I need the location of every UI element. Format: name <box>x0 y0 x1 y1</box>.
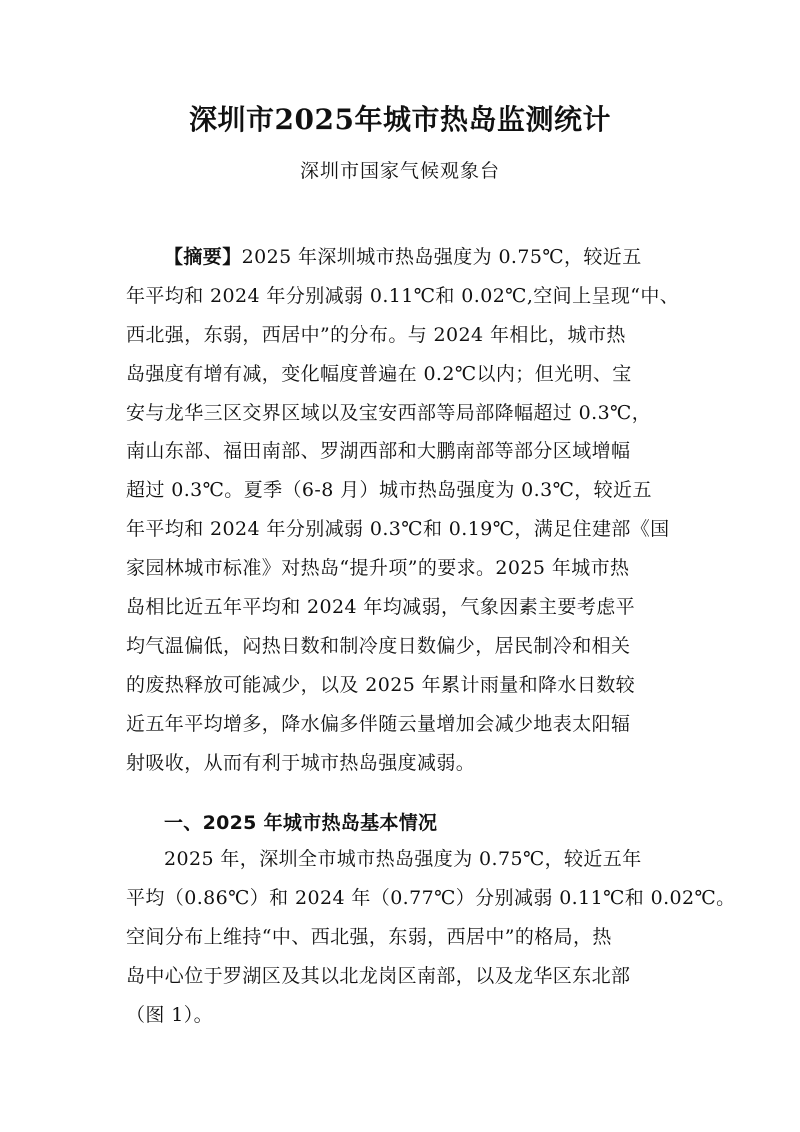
section-line: （图 1）。 <box>126 1003 214 1026</box>
abstract-line: 岛强度有增有减，变化幅度普遍在 0.2℃以内；但光明、宝 <box>126 362 632 385</box>
abstract-line: 超过 0.3℃。夏季（6-8 月）城市热岛强度为 0.3℃，较近五 <box>126 479 652 502</box>
abstract-line-text: 2025 年深圳城市热岛强度为 0.75℃，较近五 <box>241 246 642 268</box>
abstract-line: 均气温偏低，闷热日数和制冷度日数偏少，居民制冷和相关 <box>126 634 631 657</box>
abstract-paragraph <box>126 238 686 782</box>
section-paragraph <box>126 840 736 1034</box>
section-line: 空间分布上维持“中、西北强，东弱，西居中”的格局，热 <box>126 925 612 948</box>
abstract-line: 的废热释放可能减少，以及 2025 年累计雨量和降水日数较 <box>126 673 636 696</box>
abstract-line: 岛相比近五年平均和 2024 年均减弱，气象因素主要考虑平 <box>126 596 636 619</box>
abstract-label: 【摘要】 <box>164 246 242 268</box>
abstract-line: 射吸收，从而有利于城市热岛强度减弱。 <box>126 751 476 774</box>
abstract-line: 南山东部、福田南部、罗湖西部和大鹏南部等部分区域增幅 <box>126 440 631 463</box>
abstract-line <box>126 238 686 277</box>
section-line: 2025 年，深圳全市城市热岛强度为 0.75℃，较近五年 <box>164 848 642 870</box>
abstract-line: 家园林城市标准》对热岛“提升项”的要求。2025 年城市热 <box>126 557 630 580</box>
document-author: 深圳市国家气候观象台 <box>299 160 500 182</box>
section-line: 岛中心位于罗湖区及其以北龙岗区南部，以及龙华区东北部 <box>126 964 631 987</box>
abstract-line: 近五年平均增多，降水偏多伴随云量增加会减少地表太阳辐 <box>126 712 631 735</box>
section-heading: 一、2025 年城市热岛基本情况 <box>164 812 438 834</box>
abstract-line: 西北强，东弱，西居中”的分布。与 2024 年相比，城市热 <box>126 323 626 346</box>
abstract-line: 年平均和 2024 年分别减弱 0.3℃和 0.19℃，满足住建部《国 <box>126 518 670 541</box>
abstract-line: 年平均和 2024 年分别减弱 0.11℃和 0.02℃,空间上呈现“中、 <box>126 284 680 307</box>
document-title: 深圳市2025年城市热岛监测统计 <box>189 103 611 136</box>
abstract-line: 安与龙华三区交界区域以及宝安西部等局部降幅超过 0.3℃， <box>126 401 652 424</box>
section-line: 平均（0.86℃）和 2024 年（0.77℃）分别减弱 0.11℃和 0.02℃。 <box>126 886 736 909</box>
